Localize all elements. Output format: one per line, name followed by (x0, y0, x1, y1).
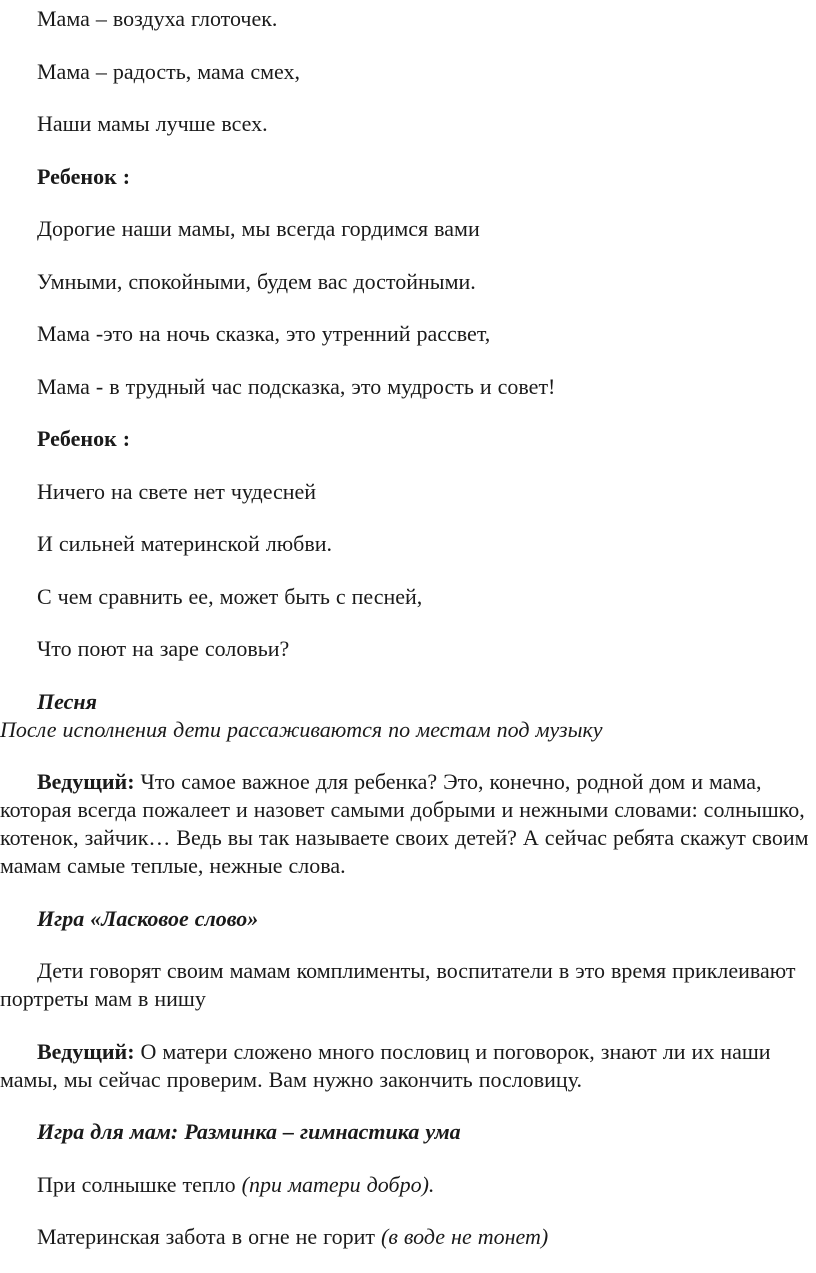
host-speech (0, 1038, 814, 1094)
verse-line (0, 635, 814, 663)
text-run: При солнышке тепло (37, 1171, 242, 1197)
stage-direction (0, 957, 814, 1013)
proverb-line (0, 1223, 814, 1251)
text-run: Игра «Ласковое слово» (37, 905, 259, 931)
game-heading (0, 905, 814, 933)
text-run: Песня (37, 688, 97, 714)
verse-line (0, 58, 814, 86)
text-run: (при матери добро). (241, 1171, 435, 1197)
host-speech (0, 768, 814, 880)
game-heading (0, 1118, 814, 1146)
text-run: Дорогие наши мамы, мы всегда гордимся вами (37, 216, 480, 241)
verse-line (0, 110, 814, 138)
text-run: После исполнения дети рассаживаются по местам под музыку (0, 716, 603, 742)
text-run: С чем сравнить ее, может быть с песней, (37, 583, 423, 609)
verse-line (0, 583, 814, 611)
verse-line (0, 5, 814, 33)
text-run: Ребенок : (37, 426, 131, 451)
song-heading (0, 688, 814, 716)
text-run: Ведущий: (37, 769, 135, 794)
text-run: (в воде не тонет) (381, 1224, 549, 1249)
verse-line (0, 478, 814, 506)
speaker-heading (0, 425, 814, 453)
text-run: Умными, спокойными, будем вас достойными. (37, 268, 476, 294)
text-run: Мама -это на ночь сказка, это утренний рассвет, (37, 321, 491, 346)
text-run: Мама - в трудный час подсказка, это мудрость и совет! (37, 373, 556, 399)
text-run: Ребенок : (37, 163, 131, 189)
verse-line (0, 320, 814, 348)
speaker-heading (0, 163, 814, 191)
stage-direction (0, 716, 814, 744)
text-run: Мама – радость, мама смех, (37, 58, 301, 84)
text-run: О матери сложено много пословиц и поговорок, знают ли их наши мамы, мы сейчас проверим. Вам нужно закончить пословицу. (0, 1038, 771, 1092)
verse-line (0, 215, 814, 243)
text-run: Игра для мам: Разминка – гимнастика ума (37, 1119, 461, 1144)
text-run: И сильней материнской любви. (37, 531, 333, 556)
text-run: Что поют на заре соловьи? (37, 636, 290, 661)
proverb-line (0, 1171, 814, 1199)
verse-line (0, 373, 814, 401)
verse-line (0, 530, 814, 558)
text-run: Что самое важное для ребенка? Это, конечно, родной дом и мама, которая всегда пожалеет и назовет самыми добрыми и нежными словами: солнышко, котенок, зайчик… Ведь вы так называете своих детей? А сейчас ребята скажут своим мамам самые теплые, нежные слова. (0, 769, 809, 878)
text-run: Дети говорят своим мамам комплименты, воспитатели в это время приклеивают портреты мам в нишу (0, 958, 796, 1011)
text-run: Ведущий: (37, 1038, 135, 1064)
text-run: Материнская забота в огне не горит (37, 1224, 382, 1249)
text-run: Мама – воздуха глоточек. (37, 6, 278, 31)
text-run: Ничего на свете нет чудесней (37, 478, 317, 504)
text-run: Наши мамы лучше всех. (37, 111, 268, 136)
verse-line (0, 268, 814, 296)
